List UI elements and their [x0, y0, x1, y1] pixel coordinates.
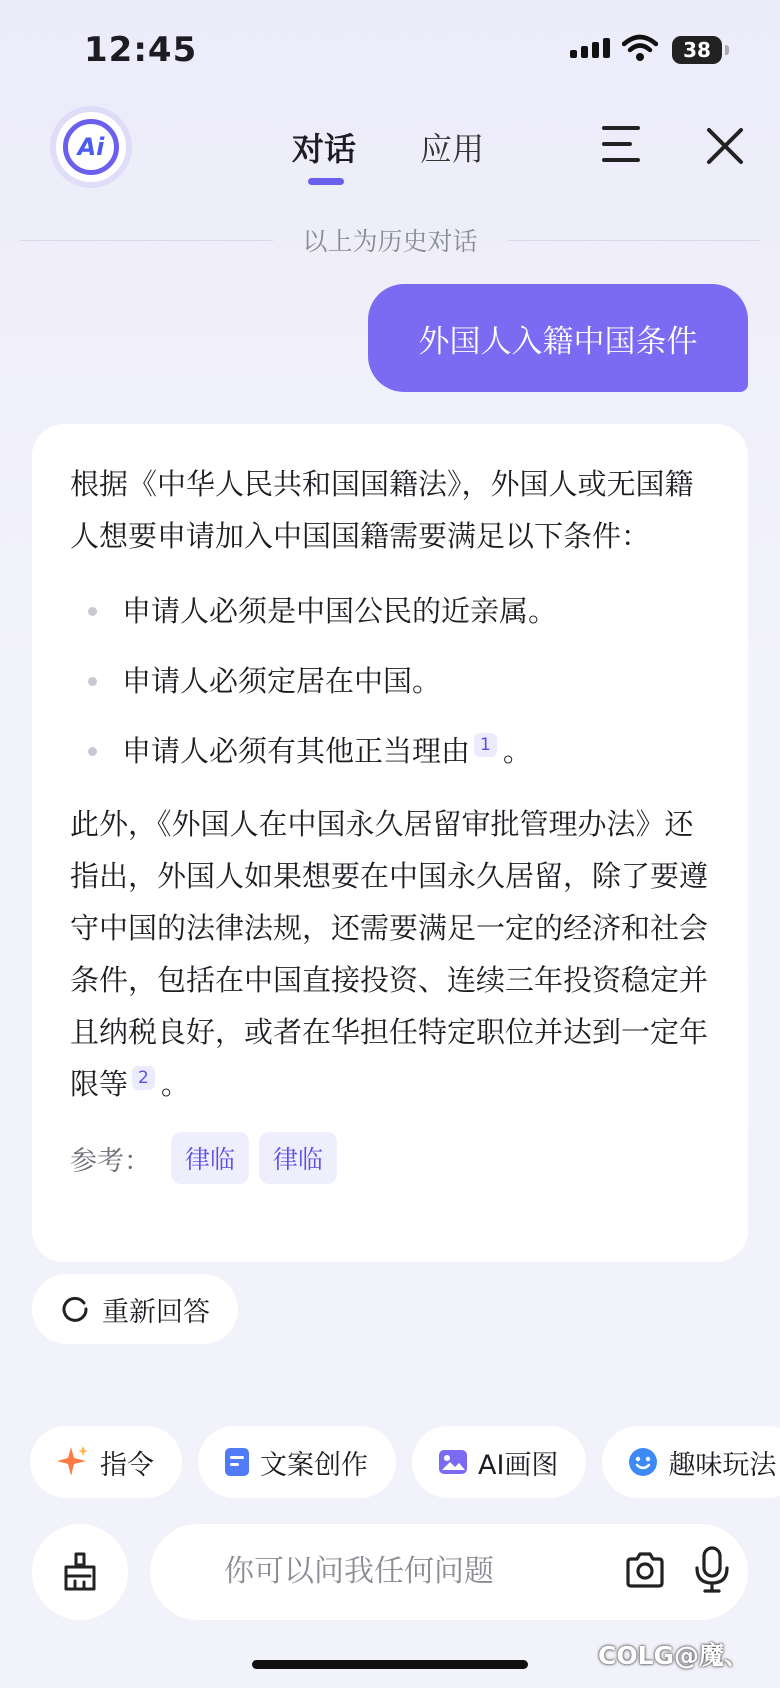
bullet-text: 申请人必须定居在中国。: [122, 664, 442, 698]
answer-paragraph: [70, 798, 710, 1110]
list-item: [70, 716, 710, 786]
regenerate-label: 重新回答: [102, 1296, 210, 1328]
status-time: 12:45: [84, 30, 198, 70]
bullet-dot: [88, 677, 97, 686]
tab-active-indicator: [308, 178, 344, 185]
citation-marker[interactable]: 1: [474, 733, 497, 757]
bullet-dot: [88, 607, 97, 616]
refresh-icon: [60, 1294, 90, 1324]
user-message-bubble[interactable]: [368, 284, 748, 392]
bullet-dot: [88, 747, 97, 756]
image-icon: [438, 1449, 468, 1475]
history-divider: [20, 222, 760, 258]
battery-icon: 38: [672, 36, 722, 64]
tab-chat[interactable]: 对话: [292, 130, 357, 168]
answer-paragraph-tail: 。: [160, 1067, 190, 1101]
chat-input-placeholder: 你可以问我任何问题: [224, 1554, 494, 1589]
chip-fun-play[interactable]: [602, 1426, 780, 1498]
status-bar: [0, 0, 780, 100]
bullet-text: 申请人必须是中国公民的近亲属。: [122, 594, 558, 628]
battery-cap: [725, 45, 729, 55]
list-item: [70, 576, 710, 646]
references-label: 参考：: [70, 1145, 151, 1177]
quick-action-chips: [30, 1426, 780, 1498]
chip-label: 指令: [100, 1449, 154, 1481]
broom-icon: [60, 1551, 100, 1593]
divider-line: [20, 240, 273, 241]
ai-logo-icon[interactable]: [56, 112, 126, 182]
answer-intro: 根据《中华人民共和国国籍法》，外国人或无国籍人想要申请加入中国国籍需要满足以下条件：: [70, 467, 694, 553]
history-divider-label: 以上为历史对话: [302, 227, 478, 256]
smile-icon: [628, 1447, 658, 1477]
wifi-icon: [622, 34, 658, 62]
list-item: [70, 646, 710, 716]
corner-watermark: COLG@魔、: [598, 1641, 750, 1670]
tab-apps[interactable]: 应用: [420, 130, 485, 168]
answer-bullet-list: [70, 576, 710, 786]
header: [0, 100, 780, 210]
bullet-text: 申请人必须有其他正当理由: [122, 734, 471, 768]
answer-paragraph-text: 此外，《外国人在中国永久居留审批管理办法》还指出，外国人如果想要在中国永久居留，除了要遵守中国的法律法规，还需要满足一定的经济和社会条件，包括在中国直接投资、连续三年投资稳定并且纳税良好，或者在华担任特定职位并达到一定年限等: [70, 807, 709, 1101]
citation-marker[interactable]: 2: [132, 1066, 155, 1090]
divider-line: [508, 240, 761, 241]
sparkle-icon: [56, 1445, 90, 1479]
input-bar: [32, 1524, 748, 1620]
chip-label: 文案创作: [260, 1449, 368, 1481]
document-icon: [224, 1447, 250, 1477]
camera-icon[interactable]: [624, 1550, 666, 1590]
chip-ai-drawing[interactable]: [412, 1426, 586, 1498]
chip-label: 趣味玩法: [668, 1449, 777, 1481]
chat-input[interactable]: [150, 1524, 748, 1620]
clear-chat-button[interactable]: [32, 1524, 128, 1620]
user-message-text: 外国人入籍中国条件: [418, 323, 698, 360]
regenerate-button[interactable]: [32, 1274, 238, 1344]
references: [70, 1132, 710, 1184]
reference-chip[interactable]: 律临: [171, 1132, 249, 1184]
cellular-signal-icon: [570, 38, 610, 58]
home-indicator[interactable]: [252, 1660, 528, 1669]
chip-copywriting[interactable]: [198, 1426, 396, 1498]
menu-icon[interactable]: [602, 126, 642, 162]
close-icon[interactable]: [705, 126, 745, 166]
reference-chip[interactable]: 律临: [259, 1132, 337, 1184]
chip-command[interactable]: [30, 1426, 182, 1498]
bullet-tail: 。: [502, 734, 532, 768]
chip-label: AI画图: [478, 1449, 559, 1481]
answer-card: [32, 424, 748, 1262]
ai-logo-mark: Ai: [63, 119, 119, 175]
microphone-icon[interactable]: [694, 1546, 730, 1594]
